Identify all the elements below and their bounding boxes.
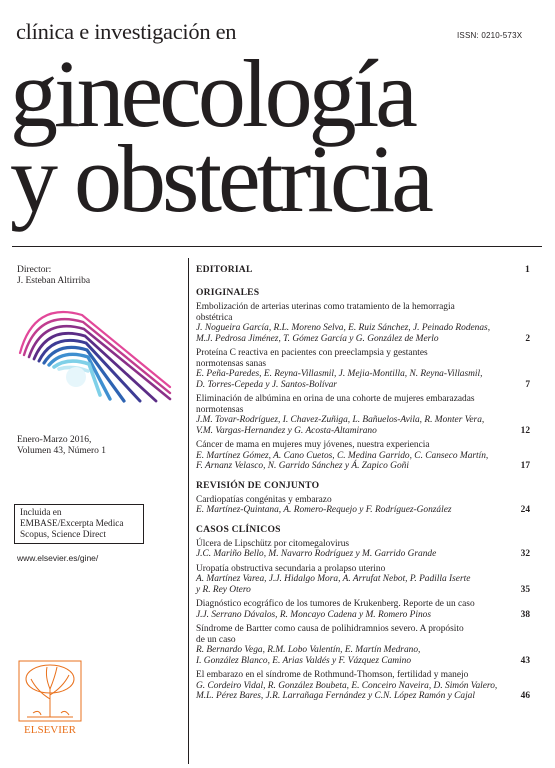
section-heading-originales: ORIGINALES [196, 287, 260, 298]
article-title: Eliminación de albúmina en orina de una cohorte de mujeres embarazadas [196, 394, 475, 404]
toc-entry[interactable] [196, 394, 530, 436]
article-authors: E. Martínez-Quintana, A. Romero-Requejo y F. Rodríguez-González [196, 505, 452, 515]
page-number: 7 [525, 379, 530, 390]
toc-entry[interactable] [196, 599, 530, 620]
article-authors: E. Peña-Paredes, E. Reyna-Villasmil, J. Mejia-Montilla, N. Reyna-Villasmil, [196, 369, 483, 379]
article-title: Cardiopatías congénitas y embarazo [196, 494, 332, 505]
article-authors: J.C. Mariño Bello, M. Navarro Rodríguez y M. Garrido Grande [196, 549, 437, 559]
article-authors: V.M. Vargas-Hernandez y G. Acosta-Altamirano [196, 425, 377, 436]
article-authors: F. Arnanz Velasco, N. Garrido Sánchez y Á. Zapico Goñi [196, 461, 409, 471]
page-number: 24 [520, 505, 530, 515]
toc-entry[interactable] [196, 539, 530, 560]
article-title: obstétrica [196, 312, 233, 323]
article-authors: M.L. Pérez Bares, J.R. Larrañaga Fernández y C.N. López Ramón y Cajal [196, 691, 475, 701]
article-authors: G. Cordeiro Vidal, R. González Boubeta, E. Conceiro Naveira, D. Simón Valero, [196, 680, 498, 691]
article-authors: A. Martínez Varea, J.J. Hidalgo Mora, A. Arrufat Nebot, P. Padilla Iserte [196, 574, 471, 584]
article-title: Úlcera de Lipschütz por citomegalovirus [196, 538, 350, 549]
page-number: 46 [520, 691, 530, 701]
director-block [17, 265, 90, 287]
issn-number: ISSN: 0210-573X [457, 31, 523, 40]
indexing-line: Incluida en [20, 508, 62, 518]
issue-date: Enero-Marzo 2016, [17, 435, 92, 445]
article-title: normotensas sanas [196, 358, 267, 369]
article-authors: J.M. Tovar-Rodríguez, I. Chavez-Zuñiga, L. Bañuelos-Avila, R. Monter Vera, [196, 415, 485, 425]
page-number: 17 [520, 461, 530, 471]
toc-entry[interactable] [196, 670, 530, 702]
page-number: 43 [520, 655, 530, 666]
page-number: 35 [520, 584, 530, 595]
article-authors: I. González Blanco, E. Arias Valdés y F. Vázquez Camino [196, 655, 412, 666]
tree-icon [26, 665, 74, 717]
article-title: Síndrome de Bartter como causa de polihidramnios severo. A propósito [196, 624, 464, 634]
cover-art-graphic [16, 295, 172, 403]
article-authors: R. Bernardo Vega, R.M. Lobo Valentín, E. Martín Medrano, [196, 645, 421, 655]
issue-volume: Volumen 43, Número 1 [17, 446, 107, 456]
issue-info [17, 435, 106, 457]
toc-entry[interactable] [196, 564, 530, 596]
page-number: 2 [525, 333, 530, 344]
article-authors: y R. Rey Otero [196, 584, 251, 595]
article-title: normotensas [196, 404, 244, 415]
column-divider [188, 258, 189, 764]
page-number: 12 [520, 425, 530, 436]
article-authors: M.J. Pedrosa Jiménez, T. Gómez García y G. González de Merlo [196, 333, 439, 344]
toc-entry[interactable] [196, 348, 530, 390]
article-authors: D. Torres-Cepeda y J. Santos-Bolívar [196, 379, 337, 390]
table-of-contents [196, 264, 530, 702]
website-link[interactable]: www.elsevier.es/gine/ [17, 553, 99, 563]
section-label: EDITORIAL [196, 264, 253, 275]
indexing-box [14, 504, 144, 544]
publisher-name: ELSEVIER [24, 724, 76, 736]
header-divider [12, 246, 542, 247]
article-title: Embolización de arterias uterinas como tratamiento de la hemorragia [196, 302, 455, 312]
article-title: Diagnóstico ecográfico de los tumores de Krukenberg. Reporte de un caso [196, 599, 475, 609]
director-name: J. Esteban Altirriba [17, 276, 91, 286]
article-authors: E. Martínez Gómez, A. Cano Cuetos, C. Medina Garrido, C. Canseco Martín, [196, 450, 489, 461]
page-number: 1 [525, 264, 530, 275]
page-number: 38 [520, 609, 530, 620]
article-title: Uropatía obstructiva secundaria a prolapso uterino [196, 563, 386, 574]
toc-entry[interactable] [196, 302, 530, 344]
article-authors: J.J. Serrano Dávalos, R. Moncayo Cadena y M. Romero Pinos [196, 609, 432, 620]
director-label: Director: [17, 265, 52, 275]
section-heading-editorial [196, 264, 530, 276]
section-heading-casos: CASOS CLÍNICOS [196, 523, 281, 535]
article-title: Proteína C reactiva en pacientes con preeclampsia y gestantes [196, 348, 428, 358]
journal-subtitle: clínica e investigación en [16, 19, 237, 44]
article-title: El embarazo en el síndrome de Rothmund-Thomson, fertilidad y manejo [196, 670, 469, 680]
journal-title-line2: y obstetricia [10, 125, 430, 232]
section-heading-revision: REVISIÓN DE CONJUNTO [196, 479, 320, 491]
article-title: de un caso [196, 634, 236, 645]
toc-entry[interactable] [196, 624, 530, 666]
article-authors: J. Nogueira García, R.L. Moreno Selva, E. Ruiz Sánchez, J. Peinado Rodenas, [196, 323, 491, 333]
indexing-line: Scopus, Science Direct [20, 530, 106, 540]
toc-entry[interactable] [196, 495, 530, 516]
journal-title-line1: ginecología [10, 40, 414, 147]
toc-entry[interactable] [196, 440, 530, 472]
indexing-line: EMBASE/Excerpta Medica [20, 519, 124, 529]
elsevier-logo [17, 659, 83, 737]
page-number: 32 [520, 549, 530, 559]
article-title: Cáncer de mama en mujeres muy jóvenes, nuestra experiencia [196, 440, 430, 450]
